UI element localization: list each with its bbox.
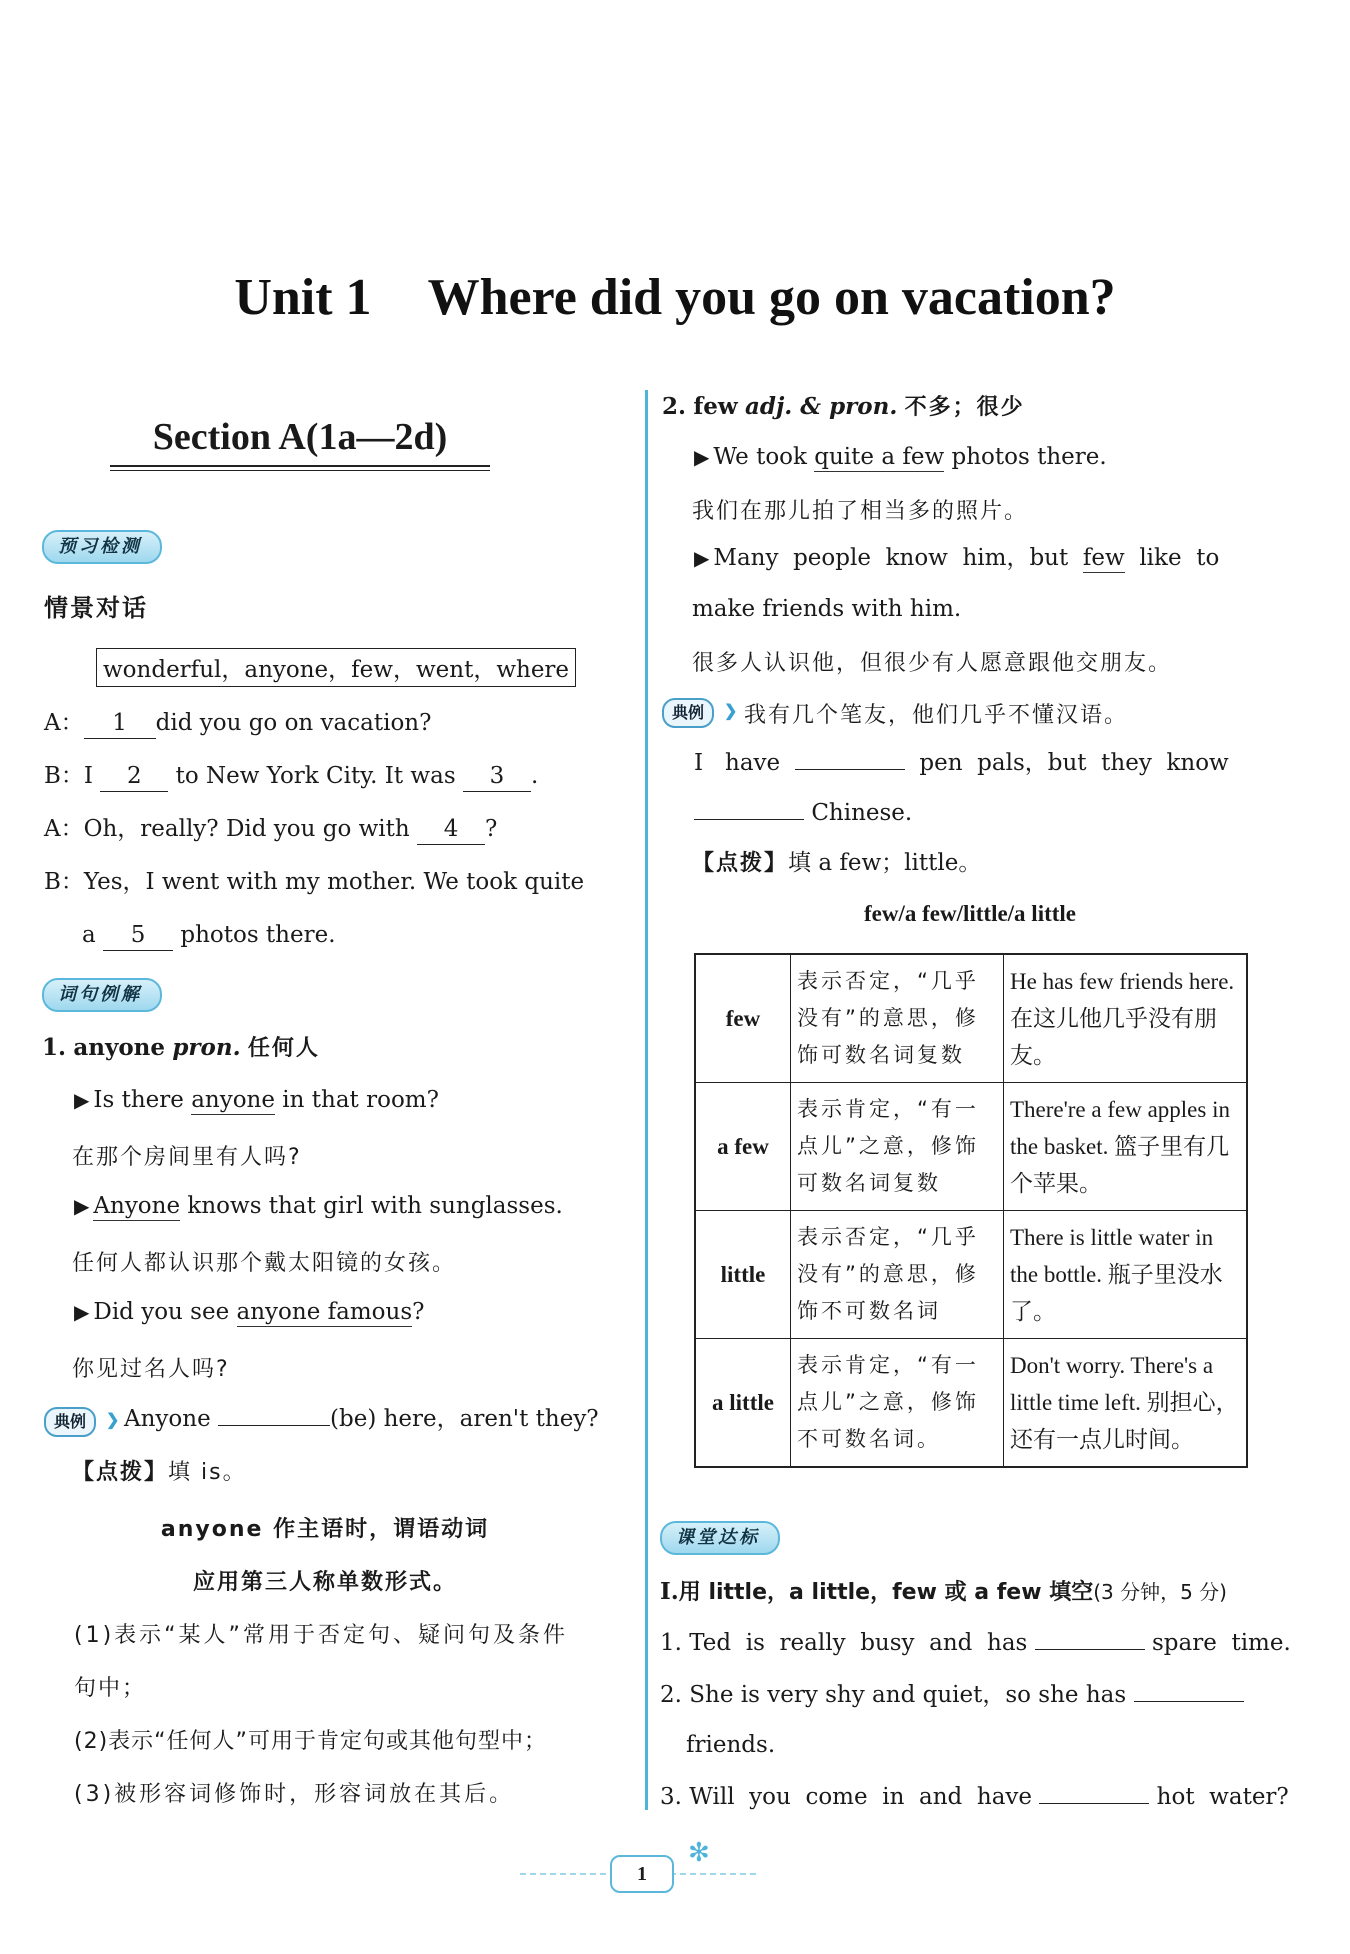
triangle-icon: ▶ bbox=[74, 1088, 90, 1112]
table-heading: few/a few/little/a little bbox=[863, 901, 1077, 926]
dialogue-heading: 情景对话 bbox=[44, 594, 148, 622]
table-row bbox=[695, 1339, 1247, 1468]
table-cell-word: a little bbox=[695, 1339, 791, 1468]
example-tag-2: 典例 bbox=[662, 698, 714, 728]
item2-heading: 2. few adj. & pron. 不多；很少 bbox=[662, 393, 1025, 420]
item1-example-2: ▶ Anyone knows that girl with sunglasses. bbox=[74, 1193, 563, 1219]
tag-class: 课堂达标 bbox=[660, 1521, 780, 1555]
tag-preview: 预习检测 bbox=[42, 530, 162, 564]
item1-tip: 【点拨】填 is。 bbox=[72, 1460, 247, 1485]
dialogue-line-5: a 5 photos there. bbox=[82, 922, 336, 951]
item1-note-3: (3)被形容词修饰时，形容词放在其后。 bbox=[74, 1782, 515, 1807]
item1-example-2-cn: 任何人都认识那个戴太阳镜的女孩。 bbox=[72, 1251, 457, 1276]
table-cell-meaning: 表示否定，“几乎没有”的意思，修饰不可数名词 bbox=[791, 1211, 1004, 1339]
item2-example-cn: 我有几个笔友，他们几乎不懂汉语。 bbox=[744, 703, 1129, 728]
triangle-icon: ▶ bbox=[74, 1300, 90, 1324]
palm-tree-icon: ✻ bbox=[688, 1838, 710, 1868]
q2-blank[interactable] bbox=[1134, 1701, 1244, 1702]
table-cell-meaning: 表示否定，“几乎没有”的意思，修饰可数名词复数 bbox=[791, 954, 1004, 1083]
table-cell-meaning: 表示肯定，“有一点儿”之意，修饰可数名词复数 bbox=[791, 1083, 1004, 1211]
table-row bbox=[695, 1083, 1247, 1211]
exercise-heading: Ⅰ.用 little，a little，few 或 a few 填空(3 分钟，5 分) bbox=[660, 1578, 1227, 1605]
few-little-table bbox=[694, 953, 1248, 1468]
exercise-q1: 1. Ted is really busy and has spare time. bbox=[660, 1630, 1291, 1656]
unit-title: Where did you go on vacation? bbox=[427, 269, 1116, 326]
item2-example-2: ▶ Many people know him，but few like to bbox=[694, 545, 1220, 571]
tag-words: 词句例解 bbox=[42, 978, 162, 1012]
q3-blank[interactable] bbox=[1039, 1803, 1149, 1804]
triangle-icon: ▶ bbox=[694, 445, 710, 469]
section-underline bbox=[110, 465, 490, 467]
item1-example-1-cn: 在那个房间里有人吗? bbox=[72, 1145, 302, 1170]
item1-example-3: ▶ Did you see anyone famous? bbox=[74, 1299, 425, 1325]
example-blank-1[interactable] bbox=[795, 769, 905, 770]
unit-label: Unit 1 bbox=[234, 269, 372, 326]
table-row bbox=[695, 1211, 1247, 1339]
example-blank-2[interactable] bbox=[694, 819, 804, 820]
item2-example-1-cn: 我们在那儿拍了相当多的照片。 bbox=[692, 499, 1029, 524]
table-cell-word: a few bbox=[695, 1083, 791, 1211]
q1-blank[interactable] bbox=[1035, 1649, 1145, 1650]
item2-example-1: ▶ We took quite a few photos there. bbox=[694, 444, 1107, 470]
table-row bbox=[695, 954, 1247, 1083]
page-number: 1 bbox=[610, 1855, 674, 1893]
chevron-right-icon: ❯ bbox=[106, 1410, 120, 1429]
table-cell-word: little bbox=[695, 1211, 791, 1339]
exercise-q3: 3. Will you come in and have hot water? bbox=[660, 1784, 1289, 1810]
item1-note-1-cont: 句中； bbox=[74, 1676, 147, 1701]
dialogue-line-3: A：Oh，really? Did you go with 4 ? bbox=[44, 816, 497, 845]
example-blank[interactable] bbox=[218, 1425, 330, 1426]
dialogue-line-2: B：I 2 to New York City. It was 3 . bbox=[44, 763, 538, 792]
chevron-right-icon: ❯ bbox=[724, 701, 738, 720]
dialogue-line-4: B：Yes，I went with my mother. We took quite bbox=[44, 869, 585, 895]
exercise-q2: 2. She is very shy and quiet，so she has bbox=[660, 1682, 1244, 1710]
column-divider bbox=[645, 390, 648, 1810]
triangle-icon: ▶ bbox=[694, 546, 710, 570]
exercise-q2-cont: friends. bbox=[686, 1732, 776, 1758]
section-underline-thin bbox=[110, 470, 490, 471]
word-box: wonderful，anyone，few，went，where bbox=[96, 648, 576, 687]
blank-1[interactable]: 1 bbox=[84, 710, 156, 739]
item1-example-1: ▶ Is there anyone in that room? bbox=[74, 1087, 439, 1113]
example-tag-1: 典例 bbox=[44, 1407, 96, 1437]
item2-example-2-cont: make friends with him. bbox=[692, 596, 962, 622]
item2-example-line-2: Chinese. bbox=[694, 800, 912, 828]
item1-note-1: (1)表示“某人”常用于否定句、疑问句及条件 bbox=[74, 1623, 568, 1648]
table-cell-meaning: 表示肯定，“有一点儿”之意，修饰不可数名词。 bbox=[791, 1339, 1004, 1468]
blank-3[interactable]: 3 bbox=[463, 763, 531, 792]
section-title: Section A(1a—2d) bbox=[152, 416, 448, 458]
item1-rule-line-1: anyone 作主语时，谓语动词 bbox=[160, 1517, 490, 1542]
table-cell-example: There're a few apples in the basket. 篮子里有几个苹果。 bbox=[1004, 1083, 1248, 1211]
blank-5[interactable]: 5 bbox=[103, 922, 173, 951]
item2-example-2-cn: 很多人认识他，但很少有人愿意跟他交朋友。 bbox=[692, 651, 1173, 676]
item1-rule-line-2: 应用第三人称单数形式。 bbox=[192, 1570, 457, 1595]
table-cell-example: He has few friends here. 在这儿他几乎没有朋友。 bbox=[1004, 954, 1248, 1083]
item2-tip: 【点拨】填 a few；little。 bbox=[692, 850, 982, 876]
table-cell-word: few bbox=[695, 954, 791, 1083]
triangle-icon: ▶ bbox=[74, 1194, 90, 1218]
item1-note-2: (2)表示“任何人”可用于肯定句或其他句型中； bbox=[74, 1729, 547, 1754]
page-title bbox=[0, 268, 1350, 327]
table-cell-example: Don't worry. There's a little time left. 别担心，还有一点儿时间。 bbox=[1004, 1339, 1248, 1468]
dialogue-line-1: A： 1 did you go on vacation? bbox=[44, 710, 431, 739]
blank-4[interactable]: 4 bbox=[417, 816, 485, 845]
item1-example-3-cn: 你见过名人吗? bbox=[72, 1357, 230, 1382]
item1-example-question: Anyone (be) here，aren't they? bbox=[124, 1406, 599, 1432]
blank-2[interactable]: 2 bbox=[100, 763, 168, 792]
item1-heading: 1. anyone pron. 任何人 bbox=[42, 1034, 320, 1061]
item2-example-line-1: I have pen pals，but they know bbox=[694, 750, 1229, 776]
table-cell-example: There is little water in the bottle. 瓶子里没水了。 bbox=[1004, 1211, 1248, 1339]
